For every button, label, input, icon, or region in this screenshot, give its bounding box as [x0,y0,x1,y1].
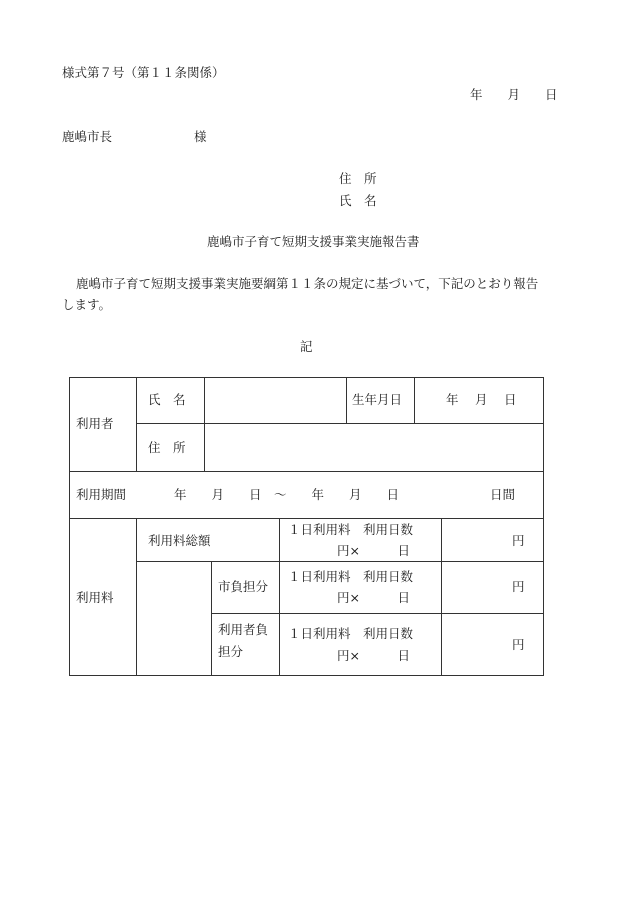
table-border-right [543,377,544,676]
report-table [69,377,544,676]
table-border-left [69,377,70,676]
city-calc-line-1: １日利用料 利用日数 [288,569,414,584]
row-line-user-period [69,471,544,472]
col-line-share-left [211,561,212,675]
city-yen: 円 [512,579,525,594]
applicant-name-label: 氏 名 [339,193,377,208]
city-calc-line-2: 円× 日 [337,590,410,605]
birth-label: 生年月日 [352,392,403,407]
total-yen: 円 [512,533,525,548]
report-date: 年 月 日 [470,87,558,102]
row-line-name-address [136,423,544,424]
body-line-2: します。 [62,297,112,312]
col-line-field-label [204,377,205,471]
row-line-total-city [136,561,544,562]
col-line-birth-left [346,377,347,424]
city-share-label: 市負担分 [218,579,269,594]
document-title: 鹿嶋市子育て短期支援事業実施報告書 [207,234,420,249]
honorific: 様 [194,129,207,144]
user-calc-line-2: 円× 日 [337,648,410,663]
period-header: 利用期間 [76,487,127,502]
user-share-label-1: 利用者負 [218,622,269,637]
user-header: 利用者 [76,416,114,431]
address-label: 住 所 [148,440,186,455]
col-line-user-header [136,377,137,471]
user-yen: 円 [512,637,525,652]
col-line-birth-right [414,377,415,424]
table-border-bottom [69,675,544,676]
period-days: 日間 [490,487,516,502]
total-calc-line-1: １日利用料 利用日数 [288,522,414,537]
ki-mark: 記 [300,339,313,354]
col-line-calc-left [279,518,280,675]
form-number: 様式第７号（第１１条関係） [62,65,225,80]
user-share-label-2: 担分 [218,644,244,659]
total-fee-label: 利用料総額 [148,533,211,548]
addressee: 鹿嶋市長 [62,129,113,144]
col-line-amount-left [441,518,442,675]
birth-date: 年 月 日 [446,392,517,407]
name-label: 氏 名 [148,392,186,407]
row-line-city-user [211,613,544,614]
period-value: 年 月 日 ～ 年 月 日 [174,487,400,502]
total-calc-line-2: 円× 日 [337,543,410,558]
user-calc-line-1: １日利用料 利用日数 [288,626,414,641]
col-line-fee-header [136,518,137,675]
applicant-address-label: 住 所 [339,171,377,186]
body-line-1: 鹿嶋市子育て短期支援事業実施要綱第１１条の規定に基づいて，下記のとおり報告 [76,276,539,291]
fee-header: 利用料 [76,590,114,605]
row-line-period-fee [69,518,544,519]
table-border-top [69,377,544,378]
